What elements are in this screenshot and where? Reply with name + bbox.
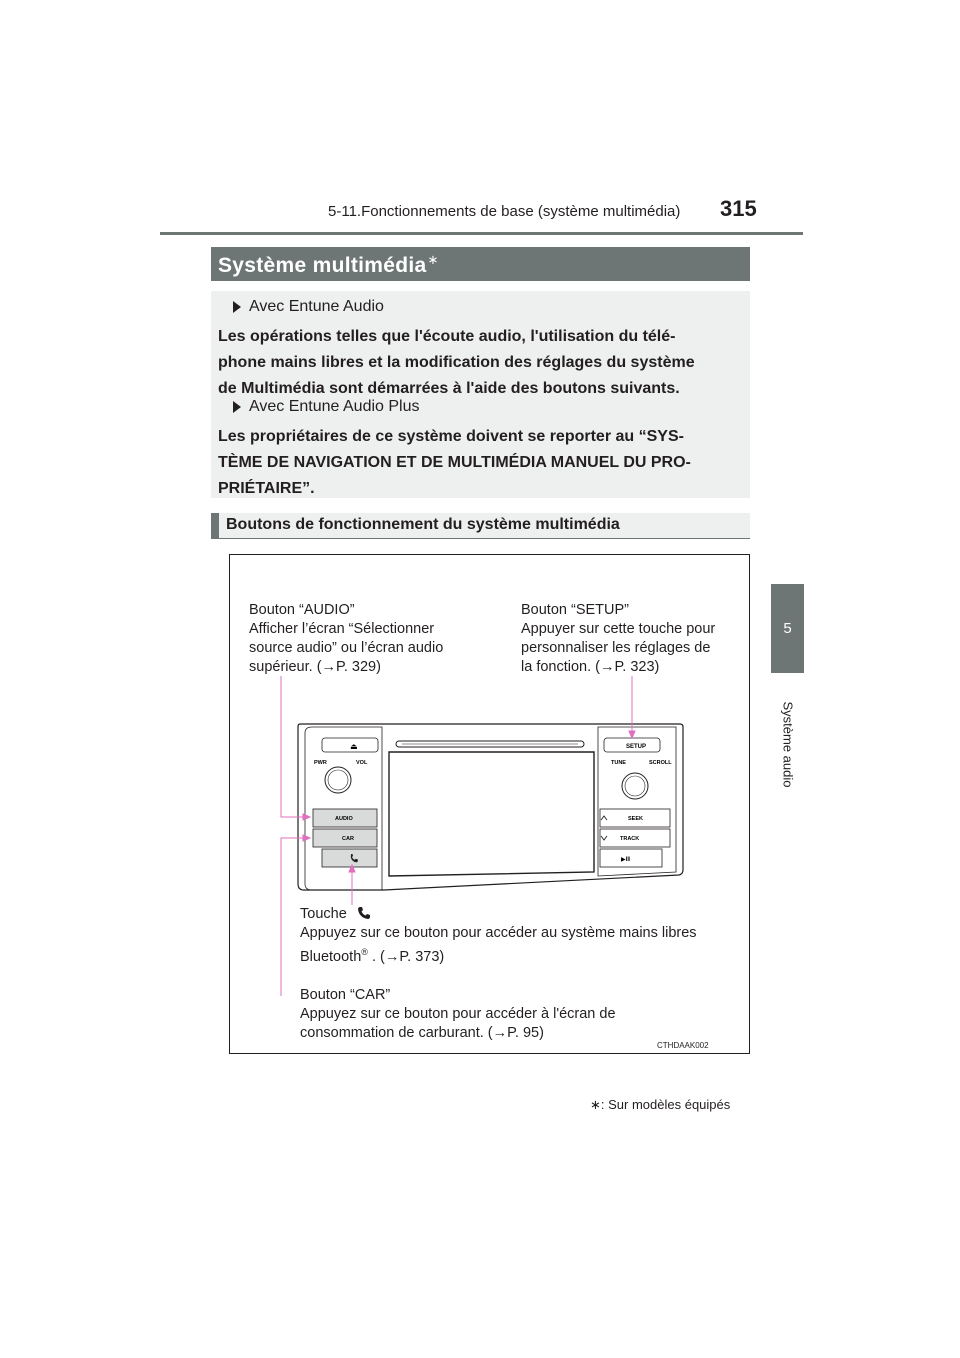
callout-line: Bouton “CAR” bbox=[300, 987, 391, 1003]
page-title: Système multimédia bbox=[218, 254, 427, 277]
paragraph-line: PRIÉTAIRE”. bbox=[218, 480, 315, 497]
callout-line: Appuyer sur cette touche pour bbox=[521, 621, 716, 637]
pwr-label: PWR bbox=[314, 760, 327, 766]
callout-line: Appuyez sur ce bouton pour accéder à l'écran de bbox=[300, 1006, 616, 1022]
phone-button bbox=[322, 849, 377, 867]
track-label: TRACK bbox=[620, 836, 640, 842]
eject-icon: ⏏ bbox=[350, 742, 358, 751]
bullet-entune-audio bbox=[233, 298, 384, 316]
audio-label: AUDIO bbox=[335, 816, 353, 822]
paragraph-line: de Multimédia sont démarrées à l'aide des boutons suivants. bbox=[218, 380, 680, 397]
footnote bbox=[590, 1097, 730, 1113]
triangle-bullet-icon bbox=[233, 401, 241, 413]
bullet-text: Avec Entune Audio bbox=[249, 298, 384, 315]
section-title: 5-11.Fonctionnements de base (système multimédia) bbox=[328, 203, 681, 220]
vol-label: VOL bbox=[356, 760, 368, 766]
header-rule bbox=[160, 232, 803, 235]
car-label: CAR bbox=[342, 836, 354, 842]
callout-line: Afficher l’écran “Sélectionner bbox=[249, 621, 435, 637]
page-title-bar bbox=[211, 247, 750, 281]
page-number: 315 bbox=[720, 196, 757, 221]
paragraph-line: Les opérations telles que l'écoute audio, l'utilisation du télé- bbox=[218, 328, 676, 345]
paragraph-2 bbox=[218, 424, 741, 502]
callout-line: Bouton “AUDIO” bbox=[249, 602, 355, 618]
callout-line: source audio” ou l’écran audio bbox=[249, 640, 444, 656]
title-marker: ∗ bbox=[427, 252, 439, 267]
play-pause-button bbox=[600, 849, 662, 867]
callout-line: Appuyez sur ce bouton pour accéder au système mains libres bbox=[300, 925, 697, 941]
callout-line: la fonction. (→P. 323) bbox=[521, 659, 660, 675]
head-unit-illustration bbox=[229, 554, 750, 1054]
footnote-marker: ∗ bbox=[590, 1097, 601, 1112]
paragraph-1 bbox=[218, 324, 741, 402]
callout-text: . (→P. 373) bbox=[367, 948, 445, 965]
callout-line: consommation de carburant. (→P. 95) bbox=[300, 1025, 544, 1041]
subheading-text: Boutons de fonctionnement du système multimédia bbox=[226, 516, 620, 533]
callout-line: supérieur. (→P. 329) bbox=[249, 659, 381, 675]
chapter-tab-title-text: Système audio bbox=[780, 701, 795, 788]
callout-line: Bouton “SETUP” bbox=[521, 602, 629, 618]
callout-title: Touche bbox=[300, 906, 347, 922]
display-screen bbox=[389, 752, 594, 876]
subheading bbox=[211, 513, 750, 538]
triangle-bullet-icon bbox=[233, 301, 241, 313]
registered-mark: ® bbox=[361, 947, 368, 957]
tune-knob bbox=[622, 773, 648, 799]
bullet-text: Avec Entune Audio Plus bbox=[249, 398, 420, 415]
seek-label: SEEK bbox=[628, 816, 643, 822]
bullet-entune-audio-plus bbox=[233, 398, 420, 416]
paragraph-line: phone mains libres et la modification des réglages du système bbox=[218, 354, 695, 371]
callout-text: Bluetooth bbox=[300, 948, 362, 965]
callout-line: personnaliser les réglages de bbox=[521, 640, 711, 656]
figure-code: CTHDAAK002 bbox=[657, 1041, 709, 1050]
paragraph-line: Les propriétaires de ce système doivent se reporter au “SYS- bbox=[218, 428, 684, 445]
paragraph-line: TÈME DE NAVIGATION ET DE MULTIMÉDIA MANUEL DU PRO- bbox=[218, 454, 691, 471]
chapter-tab-number: 5 bbox=[771, 584, 804, 673]
footnote-text: : Sur modèles équipés bbox=[600, 1097, 731, 1112]
volume-knob bbox=[325, 767, 351, 793]
subheading-bar bbox=[211, 513, 219, 538]
setup-label: SETUP bbox=[626, 744, 647, 750]
scroll-label: SCROLL bbox=[649, 760, 672, 766]
subheading-rule bbox=[211, 538, 750, 539]
play-pause-label: ▶II bbox=[621, 856, 631, 863]
chapter-tab-title bbox=[771, 672, 804, 817]
tune-label: TUNE bbox=[611, 760, 626, 766]
